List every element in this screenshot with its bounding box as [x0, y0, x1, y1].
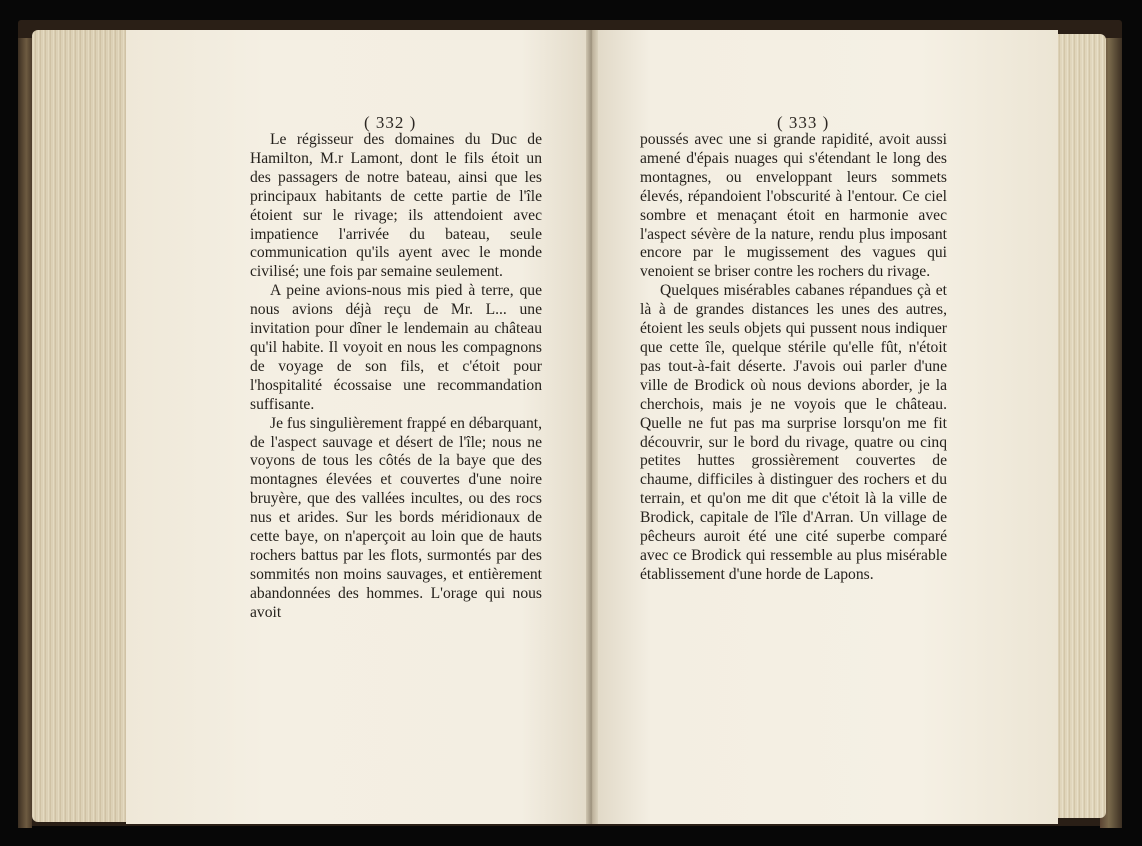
book-gutter — [586, 30, 598, 824]
right-page-text — [640, 131, 947, 585]
left-page-text — [250, 131, 542, 623]
cover-left-edge — [18, 38, 32, 828]
paragraph: Je fus singulièrement frappé en débarquant, de l'aspect sauvage et désert de l'île; nous ne voyons de tous les côtés de la baye que des montagnes élevées et couvertes d'une noire bruyère, que des vallées incultes, ou des rocs nus et arides. Sur les bords méridionaux de cette baye, on n'aperçoit au loin que de hauts rochers battus par les flots, surmontés par des sommités non moins sauvages, et entièrement abandonnées des hommes. L'orage qui nous avoit — [250, 414, 542, 621]
right-page-number: ( 333 ) — [777, 113, 830, 132]
page-edges-right — [1056, 34, 1106, 818]
paragraph: Quelques misérables cabanes répandues çà et là à de grandes distances les unes des autres, étoient les seuls objets qui pussent nous indiquer que cette île, quelque stérile qu'elle fût, n'étoit pas tout-à-fait déserte. J'avois oui parler d'une ville de Brodick où nous devions aborder, je la cherchois, mais je ne voyois que le château. Quelle ne fut pas ma surprise lorsqu'on me fit découvrir, sur le bord du rivage, quatre ou cinq petites huttes grossièrement couvertes de chaume, difficiles à distinguer des rochers et du terrain, et qu'on me dit que c'étoit là la ville de Brodick, capitale de l'île d'Arran. Un village de pêcheurs auroit été une cité superbe comparé avec ce Brodick qui ressemble au plus misérable établissement d'une horde de Lapons. — [640, 282, 947, 583]
paragraph: poussés avec une si grande rapidité, avoit aussi amené d'épais nuages qui s'étendant le long des montagnes, ou enveloppant leurs sommets élevés, répandoient l'obscurité à l'entour. Ce ciel sombre et menaçant étoit en harmonie avec l'aspect sévère de la nature, rendu plus imposant encore par le mugissement des vagues qui venoient se briser contre les rochers du rivage. — [640, 131, 947, 281]
page-edges-left — [32, 30, 128, 822]
left-page-number: ( 332 ) — [364, 113, 417, 132]
paragraph: A peine avions-nous mis pied à terre, que nous avions déjà reçu de Mr. L... une invitation pour dîner le lendemain au château qu'il habite. Il voyoit en nous les compagnons de voyage de son fils, et c'étoit pour l'hospitalité écossaise une recommandation suffisante. — [250, 282, 542, 413]
paragraph: Le régisseur des domaines du Duc de Hamilton, M.r Lamont, dont le fils étoit un des passagers de notre bateau, ainsi que les principaux habitants de cette partie de l'île étoient sur le rivage; ils attendoient avec impatience l'arrivée du bateau, seule communication qu'ils ayent avec le monde civilisé; une fois par semaine seulement. — [250, 131, 542, 281]
